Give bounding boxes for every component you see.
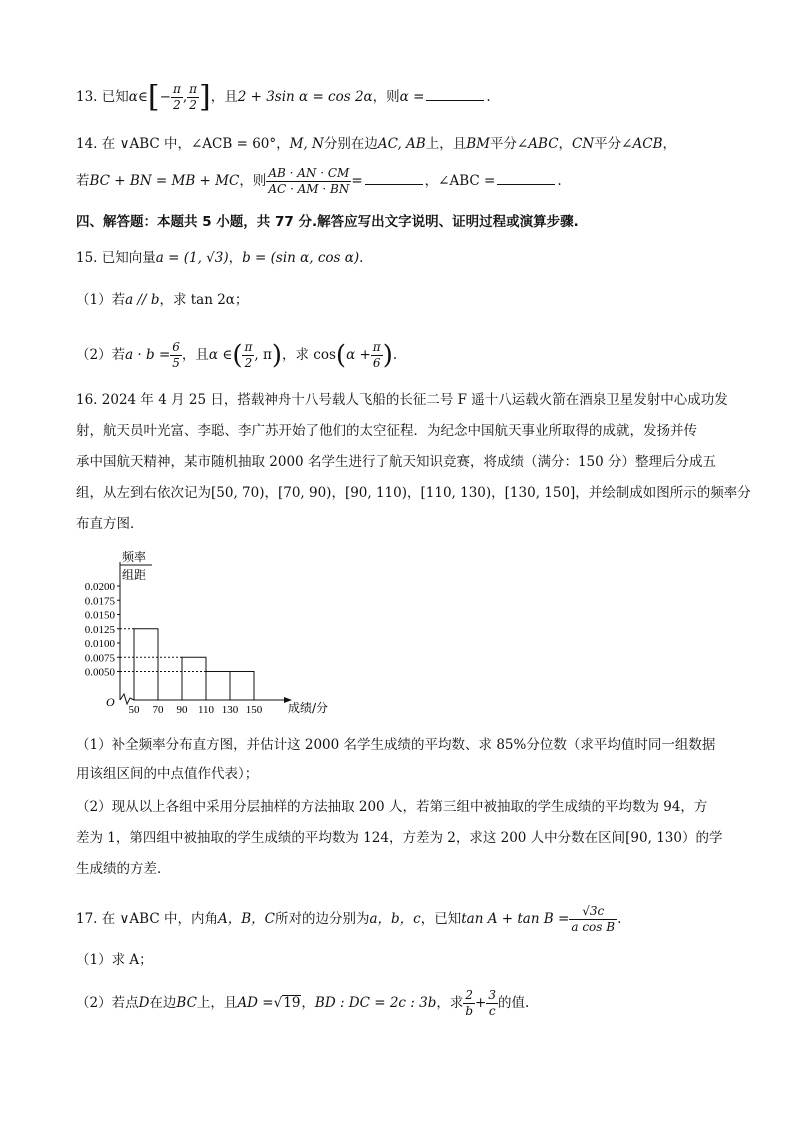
question-16-line: 组，从左到右依次记为[50, 70)，[70, 90)，[90, 110)，[110, 130)，[130, 150]，并绘制成如图所示的频率分 [76, 485, 751, 501]
y-tick-label: 0.0075 [84, 652, 115, 665]
answer-blank [365, 170, 423, 185]
y-tick-label: 0.0175 [84, 595, 115, 608]
question-16-part: 用该组区间的中点值作代表）； [76, 766, 259, 782]
x-axis-break [120, 694, 134, 704]
q13-frac-pi-2b: $\frac{\pi}{2}$ [189, 82, 198, 112]
question-17: 17. 在 ∨ABC 中，内角A，B，C所对的边分别为a，b，c，已知tan A + tan B = $\frac{√3c}{\text{a cos B}}$ . [76, 904, 622, 934]
question-16-part: （2）现从以上各组中采用分层抽样的方法抽取 200 人，若第三组中被抽取的学生成绩的平均数为 94，方 [76, 799, 708, 815]
q14-fraction: $\frac{AB \cdot AN \cdot CM}{AC \cdot AM \cdot BN}$ [268, 166, 350, 196]
question-16-line: 16. 2024 年 4 月 25 日，搭载神舟十八号载人飞船的长征二号 F 遥十八运载火箭在酒泉卫星发射中心成功发 [76, 392, 728, 408]
x-tick-label: 90 [176, 704, 188, 716]
question-16-part: 生成绩的方差． [76, 861, 171, 877]
histogram-bar [230, 672, 254, 701]
q13-number: 13. [76, 89, 98, 105]
question-14-line2: 若BC + BN = MB + MC，则 $\frac{AB \cdot AN \cdot CM}{AC \cdot AM \cdot BN}$ = ，∠ABC = . [76, 166, 562, 196]
y-label-numerator: 频率 [122, 550, 147, 564]
question-14-line1: 14. 在 ∨ABC 中，∠ACB = 60°，M, N分别在边AC, AB上，且BM平分∠ABC，CN平分∠ACB， [76, 136, 676, 152]
answer-blank [426, 86, 484, 101]
x-tick-label: 50 [128, 704, 140, 716]
section-heading: 四、解答题：本题共 5 小题，共 77 分.解答应写出文字说明、证明过程或演算步骤. [76, 214, 579, 230]
y-tick-label: 0.0150 [84, 609, 115, 622]
histogram-bar [182, 657, 206, 700]
y-tick-label: 0.0050 [84, 666, 115, 679]
x-tick-label: 110 [197, 704, 215, 716]
question-17-part1: （1）求 A； [76, 952, 153, 968]
origin-label: O [106, 695, 115, 709]
question-16-line: 布直方图． [76, 516, 144, 532]
question-16-part: 差为 1，第四组中被抽取的学生成绩的平均数为 124，方差为 2，求这 200 人中分数在区间[90, 130）的学 [76, 830, 723, 846]
question-15: 15. 已知向量a = (1, √3)，b = (sin α, cos α). [76, 250, 364, 266]
question-16-line: 承中国航天精神，某市随机抽取 2000 名学生进行了航天知识竞赛，将成绩（满分：150 分）整理后分成五 [76, 454, 716, 470]
x-tick-label: 150 [245, 704, 263, 716]
answer-blank [497, 170, 555, 185]
histogram-bar [134, 629, 158, 700]
y-tick-label: 0.0125 [84, 623, 115, 636]
q13-frac-pi-2a: $\frac{\pi}{2}$ [172, 82, 181, 112]
y-tick-label: 0.0200 [84, 581, 115, 593]
question-13: 13. 已知α∈[− $\frac{\pi}{2}$ , $\frac{\pi}{2}$ ]，且2 + 3sin α = cos 2α，则α = . [76, 79, 491, 115]
histogram-bar [206, 672, 230, 701]
question-15-part2: （2）若a · b = $\frac{6}{5}$ ，且α ∈( $\frac{\pi}{2}$ , π)，求 cos(α + $\frac{\pi}{6}$ ). [76, 340, 398, 371]
y-label-denominator: 组距 [122, 568, 147, 582]
question-16-line: 射，航天员叶光富、李聪、李广苏开始了他们的太空征程．为纪念中国航天事业所取得的成就，发扬并传 [76, 423, 697, 439]
x-tick-label: 70 [152, 704, 164, 716]
x-tick-label: 130 [221, 704, 239, 716]
x-axis-label: 成绩/分 [288, 701, 329, 715]
question-17-part2: （2）若点D在边BC上，且AD =√19，BD : DC = 2c : 3b，求 $\frac{2}{b}$ + $\frac{3}{c}$ 的值. [76, 988, 530, 1018]
frequency-histogram [70, 548, 330, 718]
y-tick-label: 0.0100 [84, 638, 115, 650]
question-15-part1: （1）若a // b，求 tan 2α； [76, 292, 249, 308]
q17-fraction: $\frac{√3c}{\text{a cos B}}$ [571, 904, 616, 934]
question-16-part: （1）补全频率分布直方图，并估计这 2000 名学生成绩的平均数、求 85%分位数（求平均值时同一组数据 [76, 737, 716, 753]
